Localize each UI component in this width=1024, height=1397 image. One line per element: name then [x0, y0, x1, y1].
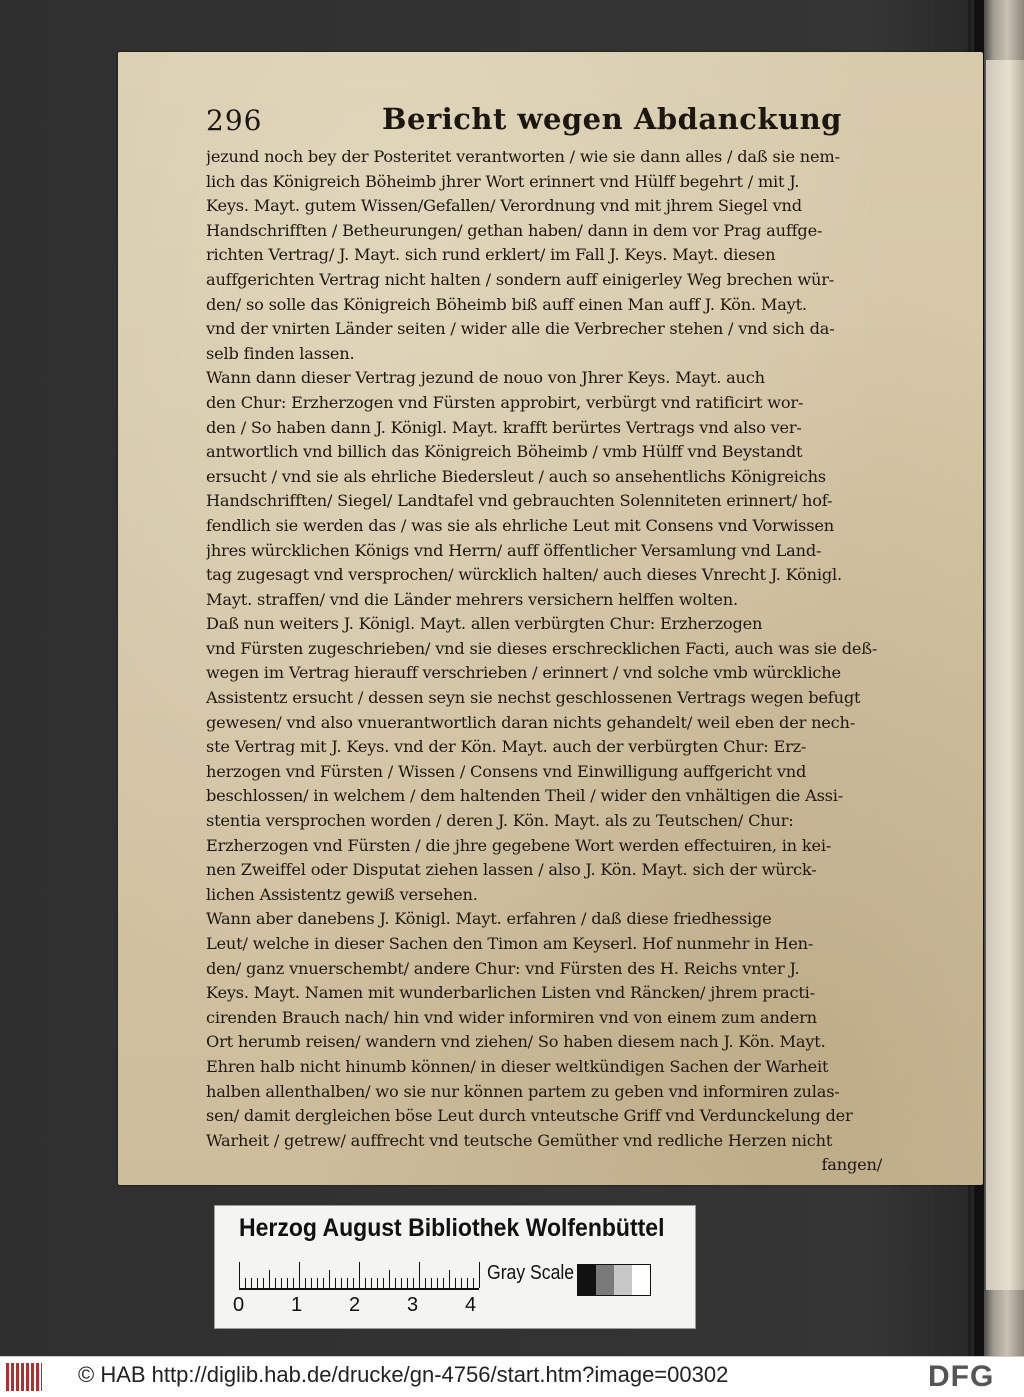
- ruler-tick: [299, 1262, 300, 1288]
- text-line: vnd Fürsten zugeschrieben/ vnd sie dieses erschrecklichen Facti, auch was sie deß-: [206, 638, 878, 658]
- ruler-tick: [293, 1278, 294, 1288]
- ruler-tick: [353, 1278, 354, 1288]
- text-line: cirenden Brauch nach/ hin vnd wider informiren vnd von einem zum andern: [206, 1007, 817, 1027]
- ruler-tick: [401, 1278, 402, 1288]
- text-line: Handschrifften / Betheurungen/ gethan haben/ dann in dem vor Prag auffge-: [206, 220, 823, 240]
- text-line: Handschrifften/ Siegel/ Landtafel vnd gebrauchten Solenniteten erinnert/ hof-: [206, 491, 833, 511]
- ruler-tick: [407, 1278, 408, 1288]
- ruler-tick: [443, 1278, 444, 1288]
- ruler-tick: [245, 1278, 246, 1288]
- ruler-tick: [449, 1270, 450, 1288]
- text-line: Assistentz ersucht / dessen seyn sie nechst geschlossenen Vertrags wegen befugt: [206, 688, 861, 708]
- ruler-tick: [251, 1278, 252, 1288]
- ruler-tick: [335, 1278, 336, 1288]
- text-line: Mayt. straffen/ vnd die Länder mehrers versichern helffen wolten.: [206, 589, 738, 609]
- text-line: jezund noch bey der Posteritet verantworten / wie sie dann alles / daß sie nem-: [206, 147, 840, 166]
- footer-bar: [0, 1356, 1024, 1397]
- text-line: den / So haben dann J. Königl. Mayt. krafft berürtes Vertrags vnd also ver-: [206, 417, 802, 437]
- ruler-tick: [329, 1270, 330, 1288]
- gray-swatch: [596, 1265, 614, 1295]
- ruler-tick: [383, 1278, 384, 1288]
- ruler-tick: [431, 1278, 432, 1288]
- text-line: nen Zweiffel oder Disputat ziehen lassen / also J. Kön. Mayt. sich der würck-: [206, 860, 817, 880]
- ruler-tick: [269, 1270, 270, 1288]
- ruler-tick: [287, 1278, 288, 1288]
- ruler-tick: [359, 1262, 360, 1288]
- ruler-tick: [395, 1278, 396, 1288]
- ruler-tick: [347, 1278, 348, 1288]
- text-line: ste Vertrag mit J. Keys. vnd der Kön. Mayt. auch der verbürgten Chur: Erz-: [206, 737, 807, 757]
- text-line: lichen Assistentz gewiß versehen.: [206, 884, 478, 904]
- text-line: lich das Königreich Böheimb jhrer Wort erinnert vnd Hülff begehrt / mit J.: [206, 171, 800, 191]
- ruler-tick: [455, 1278, 456, 1288]
- ruler-tick: [419, 1262, 420, 1288]
- text-line: den Chur: Erzherzogen vnd Fürsten approbirt, verbürgt vnd ratificirt wor-: [206, 392, 804, 412]
- dfg-logo: DFG: [928, 1360, 995, 1393]
- text-line: herzogen vnd Fürsten / Wissen / Consens vnd Einwilligung auffgericht vnd: [206, 761, 807, 781]
- copyright-link[interactable]: © HAB http://diglib.hab.de/drucke/gn-4756/start.htm?image=00302: [78, 1362, 729, 1387]
- ruler-tick: [479, 1262, 480, 1288]
- text-line: tag zugesagt vnd versprochen/ würcklich halten/ auch dieses Vnrecht J. Königl.: [206, 565, 842, 585]
- ruler-number: 1: [291, 1294, 303, 1316]
- text-line: Keys. Mayt. gutem Wissen/Gefallen/ Verordnung vnd mit jhrem Siegel vnd: [206, 196, 802, 216]
- ruler-tick: [257, 1278, 258, 1288]
- gray-swatch: [578, 1265, 596, 1295]
- page-number: 296: [206, 104, 263, 137]
- ruler-tick: [239, 1262, 240, 1288]
- text-line: Keys. Mayt. Namen mit wunderbarlichen Listen vnd Räncken/ jhrem practi-: [206, 983, 815, 1003]
- text-line: sen/ damit dergleichen böse Leut durch vnteutsche Griff vnd Verdunckelung der: [206, 1106, 853, 1126]
- text-line: stentia versprochen worden / deren J. Kön. Mayt. als zu Teutschen/ Chur:: [206, 811, 794, 831]
- ruler-tick: [389, 1270, 390, 1288]
- text-line: selb finden lassen.: [206, 343, 355, 363]
- ruler-tick: [413, 1278, 414, 1288]
- text-line: halben allenthalben/ wo sie nur können partem zu geben vnd informiren zulas-: [206, 1081, 840, 1101]
- text-line: beschlossen/ in welchem / dem haltenden Theil / wider den vnhältigen die Assi-: [206, 786, 844, 806]
- text-line: Ehren halb nicht hinumb können/ in dieser weltkündigen Sachen der Warheit: [206, 1056, 829, 1076]
- ruler-tick: [305, 1278, 306, 1288]
- ruler-tick: [437, 1278, 438, 1288]
- gray-scale-swatches: [577, 1264, 651, 1296]
- text-line: vnd der vnirten Länder seiten / wider alle die Verbrecher stehen / vnd sich da-: [206, 319, 835, 339]
- gray-scale-label: Gray Scale: [487, 1262, 575, 1284]
- ruler-tick: [377, 1278, 378, 1288]
- ruler-tick: [323, 1278, 324, 1288]
- ruler-tick: [341, 1278, 342, 1288]
- ruler-tick: [317, 1278, 318, 1288]
- running-title: Bericht wegen Abdanckung: [382, 102, 842, 136]
- ruler-tick: [473, 1278, 474, 1288]
- body-text: [206, 145, 882, 1178]
- text-line: Leut/ welche in dieser Sachen den Timon am Keyserl. Hof nunmehr in Hen-: [206, 934, 814, 953]
- text-line: fangen/: [821, 1155, 882, 1175]
- gray-swatch: [614, 1265, 632, 1295]
- text-line: ersucht / vnd sie als ehrliche Biedersleut / auch so ansehentlichs Königreichs: [206, 466, 826, 486]
- ruler-tick: [461, 1278, 462, 1288]
- text-line: wegen im Vertrag hierauff verschrieben / erinnert / vnd solche vmb würckliche: [206, 663, 841, 683]
- barcode-icon: [6, 1363, 42, 1391]
- text-line: Ort herumb reisen/ wandern vnd ziehen/ So haben diesem nach J. Kön. Mayt.: [206, 1032, 826, 1052]
- text-line: Wann dann dieser Vertrag jezund de nouo von Jhrer Keys. Mayt. auch: [206, 368, 765, 388]
- text-line: antwortlich vnd billich das Königreich Böheimb / vmb Hülff vnd Beystandt: [206, 442, 803, 462]
- text-line: Warheit / getrew/ auffrecht vnd teutsche Gemüther vnd redliche Herzen nicht: [206, 1130, 833, 1150]
- ruler-number: 0: [233, 1294, 245, 1316]
- gray-swatch: [632, 1265, 650, 1295]
- ruler-number: 4: [465, 1294, 477, 1316]
- text-line: den/ so solle das Königreich Böheimb biß auff einen Man auff J. Kön. Mayt.: [206, 294, 807, 314]
- ruler-tick: [281, 1278, 282, 1288]
- text-line: Wann aber danebens J. Königl. Mayt. erfahren / daß diese friedhessige: [206, 909, 772, 929]
- page-header: [206, 100, 886, 144]
- text-line: gewesen/ vnd also vnuerantwortlich daran nichts gehandelt/ weil eben der nech-: [206, 712, 856, 732]
- text-line: fendlich sie werden das / was sie als ehrliche Leut mit Consens vnd Vorwissen: [206, 515, 834, 535]
- ruler: [239, 1262, 479, 1290]
- text-line: Daß nun weiters J. Königl. Mayt. allen verbürgten Chur: Erzherzogen: [206, 614, 763, 634]
- ruler-tick: [263, 1278, 264, 1288]
- ruler-tick: [467, 1278, 468, 1288]
- library-name: Herzog August Bibliothek Wolfenbüttel: [239, 1214, 665, 1242]
- text-line: auffgerichten Vertrag nicht halten / sondern auff einigerley Weg brechen wür-: [206, 269, 835, 289]
- color-scale-card: [214, 1205, 696, 1329]
- text-line: jhres würcklichen Königs vnd Herrn/ auff öffentlicher Versamlung vnd Land-: [206, 540, 822, 560]
- ruler-tick: [275, 1278, 276, 1288]
- text-line: Erzherzogen vnd Fürsten / die jhre gegebene Wort werden effectuiren, in kei-: [206, 835, 832, 855]
- ruler-tick: [371, 1278, 372, 1288]
- adjacent-page-edge: [986, 60, 1024, 1290]
- ruler-tick: [311, 1278, 312, 1288]
- ruler-number: 3: [407, 1294, 419, 1316]
- text-line: richten Vertrag/ J. Mayt. sich rund erklert/ im Fall J. Keys. Mayt. diesen: [206, 245, 776, 265]
- ruler-tick: [425, 1278, 426, 1288]
- ruler-number: 2: [349, 1294, 361, 1316]
- text-line: den/ ganz vnuerschembt/ andere Chur: vnd Fürsten des H. Reichs vnter J.: [206, 958, 800, 978]
- ruler-tick: [365, 1278, 366, 1288]
